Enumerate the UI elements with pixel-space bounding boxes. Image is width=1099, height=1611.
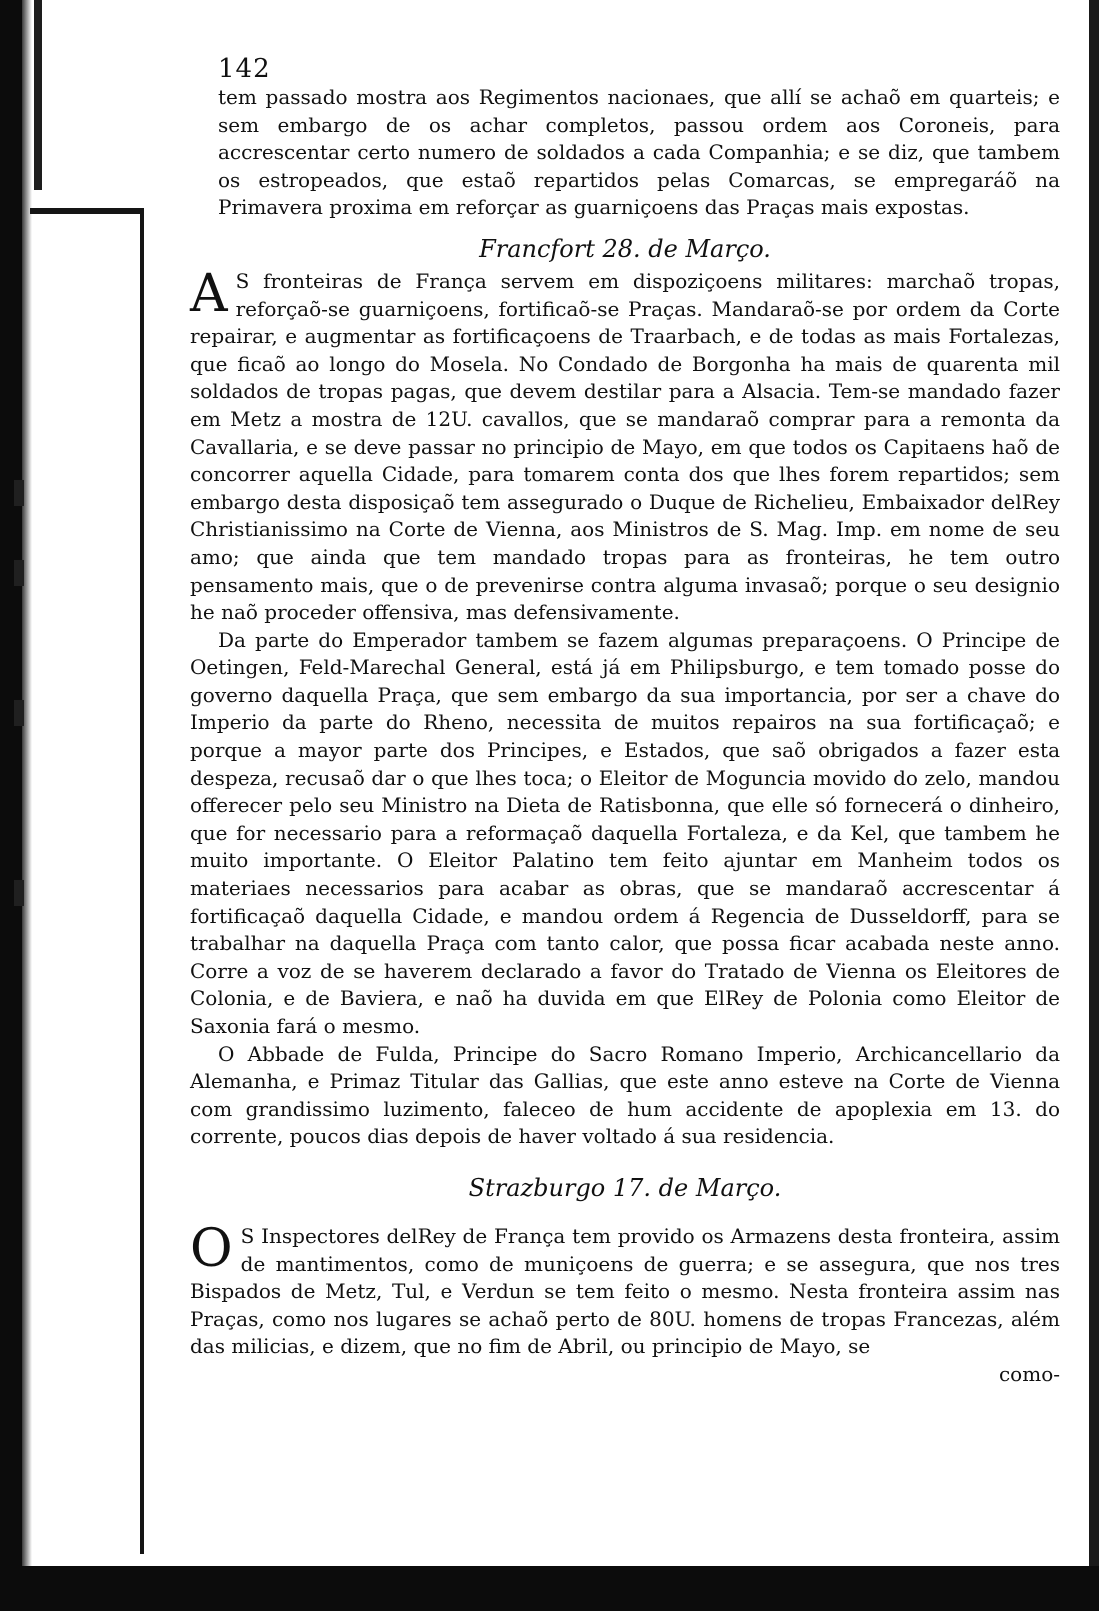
scan-edge-left (0, 0, 22, 1611)
binding-frame (30, 208, 144, 1554)
news-section-francfort (190, 234, 1060, 1151)
news-paragraph: S Inspectores delRey de França tem provido os Armazens desta fronteira, assim de mantimentos, como de muniçoens de guerra; e se assegura, que nos tres Bispados de Metz, Tul, e Verdun se tem feito o mesmo. Nesta fronteira assim nas Praças, como nos lugares se achaõ perto de 80U. homens de tropas Francezas, além das milicias, e dizem, que no fim de Abril, ou principio de Mayo, se (190, 1223, 1060, 1359)
catchword: como- (998, 1361, 1060, 1386)
first-paragraph-block (190, 1218, 1060, 1361)
first-paragraph-block (190, 263, 1060, 627)
drop-cap-o: O (190, 1218, 233, 1279)
drop-cap-a: A (190, 263, 228, 324)
continued-paragraph: tem passado mostra aos Regimentos nacionaes, que allí se achaõ em quarteis; e sem embargo de os achar completos, passou ordem aos Coroneis, para accrescentar certo numero de soldados a cada Companhia; e se diz, que tambem os estropeados, que estaõ repartidos pelas Comarcas, se empregaráõ na Primavera proxima em reforçar as guarniçoens das Praças mais expostas. (218, 85, 1060, 220)
scan-edge-right (1089, 0, 1099, 1611)
page-number: 142 (218, 54, 271, 84)
scan-edge-bottom (0, 1566, 1099, 1611)
binding-bar (34, 0, 42, 190)
news-paragraph: Da parte do Emperador tambem se fazem algumas preparaçoens. O Principe de Oetingen, Feld-Marechal General, está já em Philipsburgo, e tem tomado posse do governo daquella Praça, que sem embargo da sua importancia, por ser a chave do Imperio da parte do Rheno, necessita de muitos repairos na sua fortificaçaõ; e porque a mayor parte dos Principes, e Estados, que saõ obrigados a fazer esta despeza, recusaõ dar o que lhes toca; o Eleitor de Moguncia movido do zelo, mandou offerecer pelo seu Ministro na Dieta de Ratisbonna, que elle só fornecerá o dinheiro, que for necessario para a reformaçaõ daquella Fortaleza, e da Kel, que tambem he muito importante. O Eleitor Palatino tem feito ajuntar em Manheim todos os materiaes necessarios para acabar as obras, que se mandaraõ accrescentar á fortificaçaõ daquella Cidade, e mandou ordem á Regencia de Dusseldorff, para se trabalhar na daquella Praça com tanto calor, que possa ficar acabada neste anno. Corre a voz de se haverem declarado a favor do Tratado de Vienna os Eleitores de Colonia, e de Baviera, e naõ ha duvida em que ElRey de Polonia como Eleitor de Saxonia fará o mesmo. (190, 627, 1060, 1038)
dateline-francfort: Francfort 28. de Março. (479, 234, 771, 263)
dateline-strazburgo: Strazburgo 17. de Março. (468, 1173, 782, 1202)
news-section-strazburgo (190, 1173, 1060, 1361)
gazette-page (190, 56, 1060, 1561)
news-paragraph: S fronteiras de França servem em dispoziçoens militares: marchaõ tropas, reforçaõ-se guarniçoens, fortificaõ-se Praças. Mandaraõ-se por ordem da Corte repairar, e augmentar as fortificaçoens de Traarbach, e de todas as mais Fortalezas, que ficaõ ao longo do Mosela. No Condado de Borgonha ha mais de quarenta mil soldados de tropas pagas, que devem destilar para a Alsacia. Tem-se mandado fazer em Metz a mostra de 12U. cavallos, que se mandaraõ comprar para a remonta da Cavallaria, e se deve passar no principio de Mayo, em que todos os Capitaens haõ de concorrer aquella Cidade, para tomarem conta dos que lhes forem repartidos; sem embargo desta disposiçaõ tem assegurado o Duque de Richelieu, Embaixador delRey Christianissimo na Corte de Vienna, aos Ministros de S. Mag. Imp. em nome de seu amo; que ainda que tem mandado tropas para as fronteiras, he tem outro pensamento mais, que o de prevenirse contra alguma invasaõ; porque o seu designio he naõ proceder offensiva, mas defensivamente. (190, 268, 1060, 625)
news-paragraph: O Abbade de Fulda, Principe do Sacro Romano Imperio, Archicancellario da Alemanha, e Primaz Titular das Gallias, que este anno esteve na Corte de Vienna com grandissimo luzimento, faleceo de hum accidente de apoplexia em 13. do corrente, poucos dias depois de haver voltado á sua residencia. (190, 1041, 1060, 1149)
